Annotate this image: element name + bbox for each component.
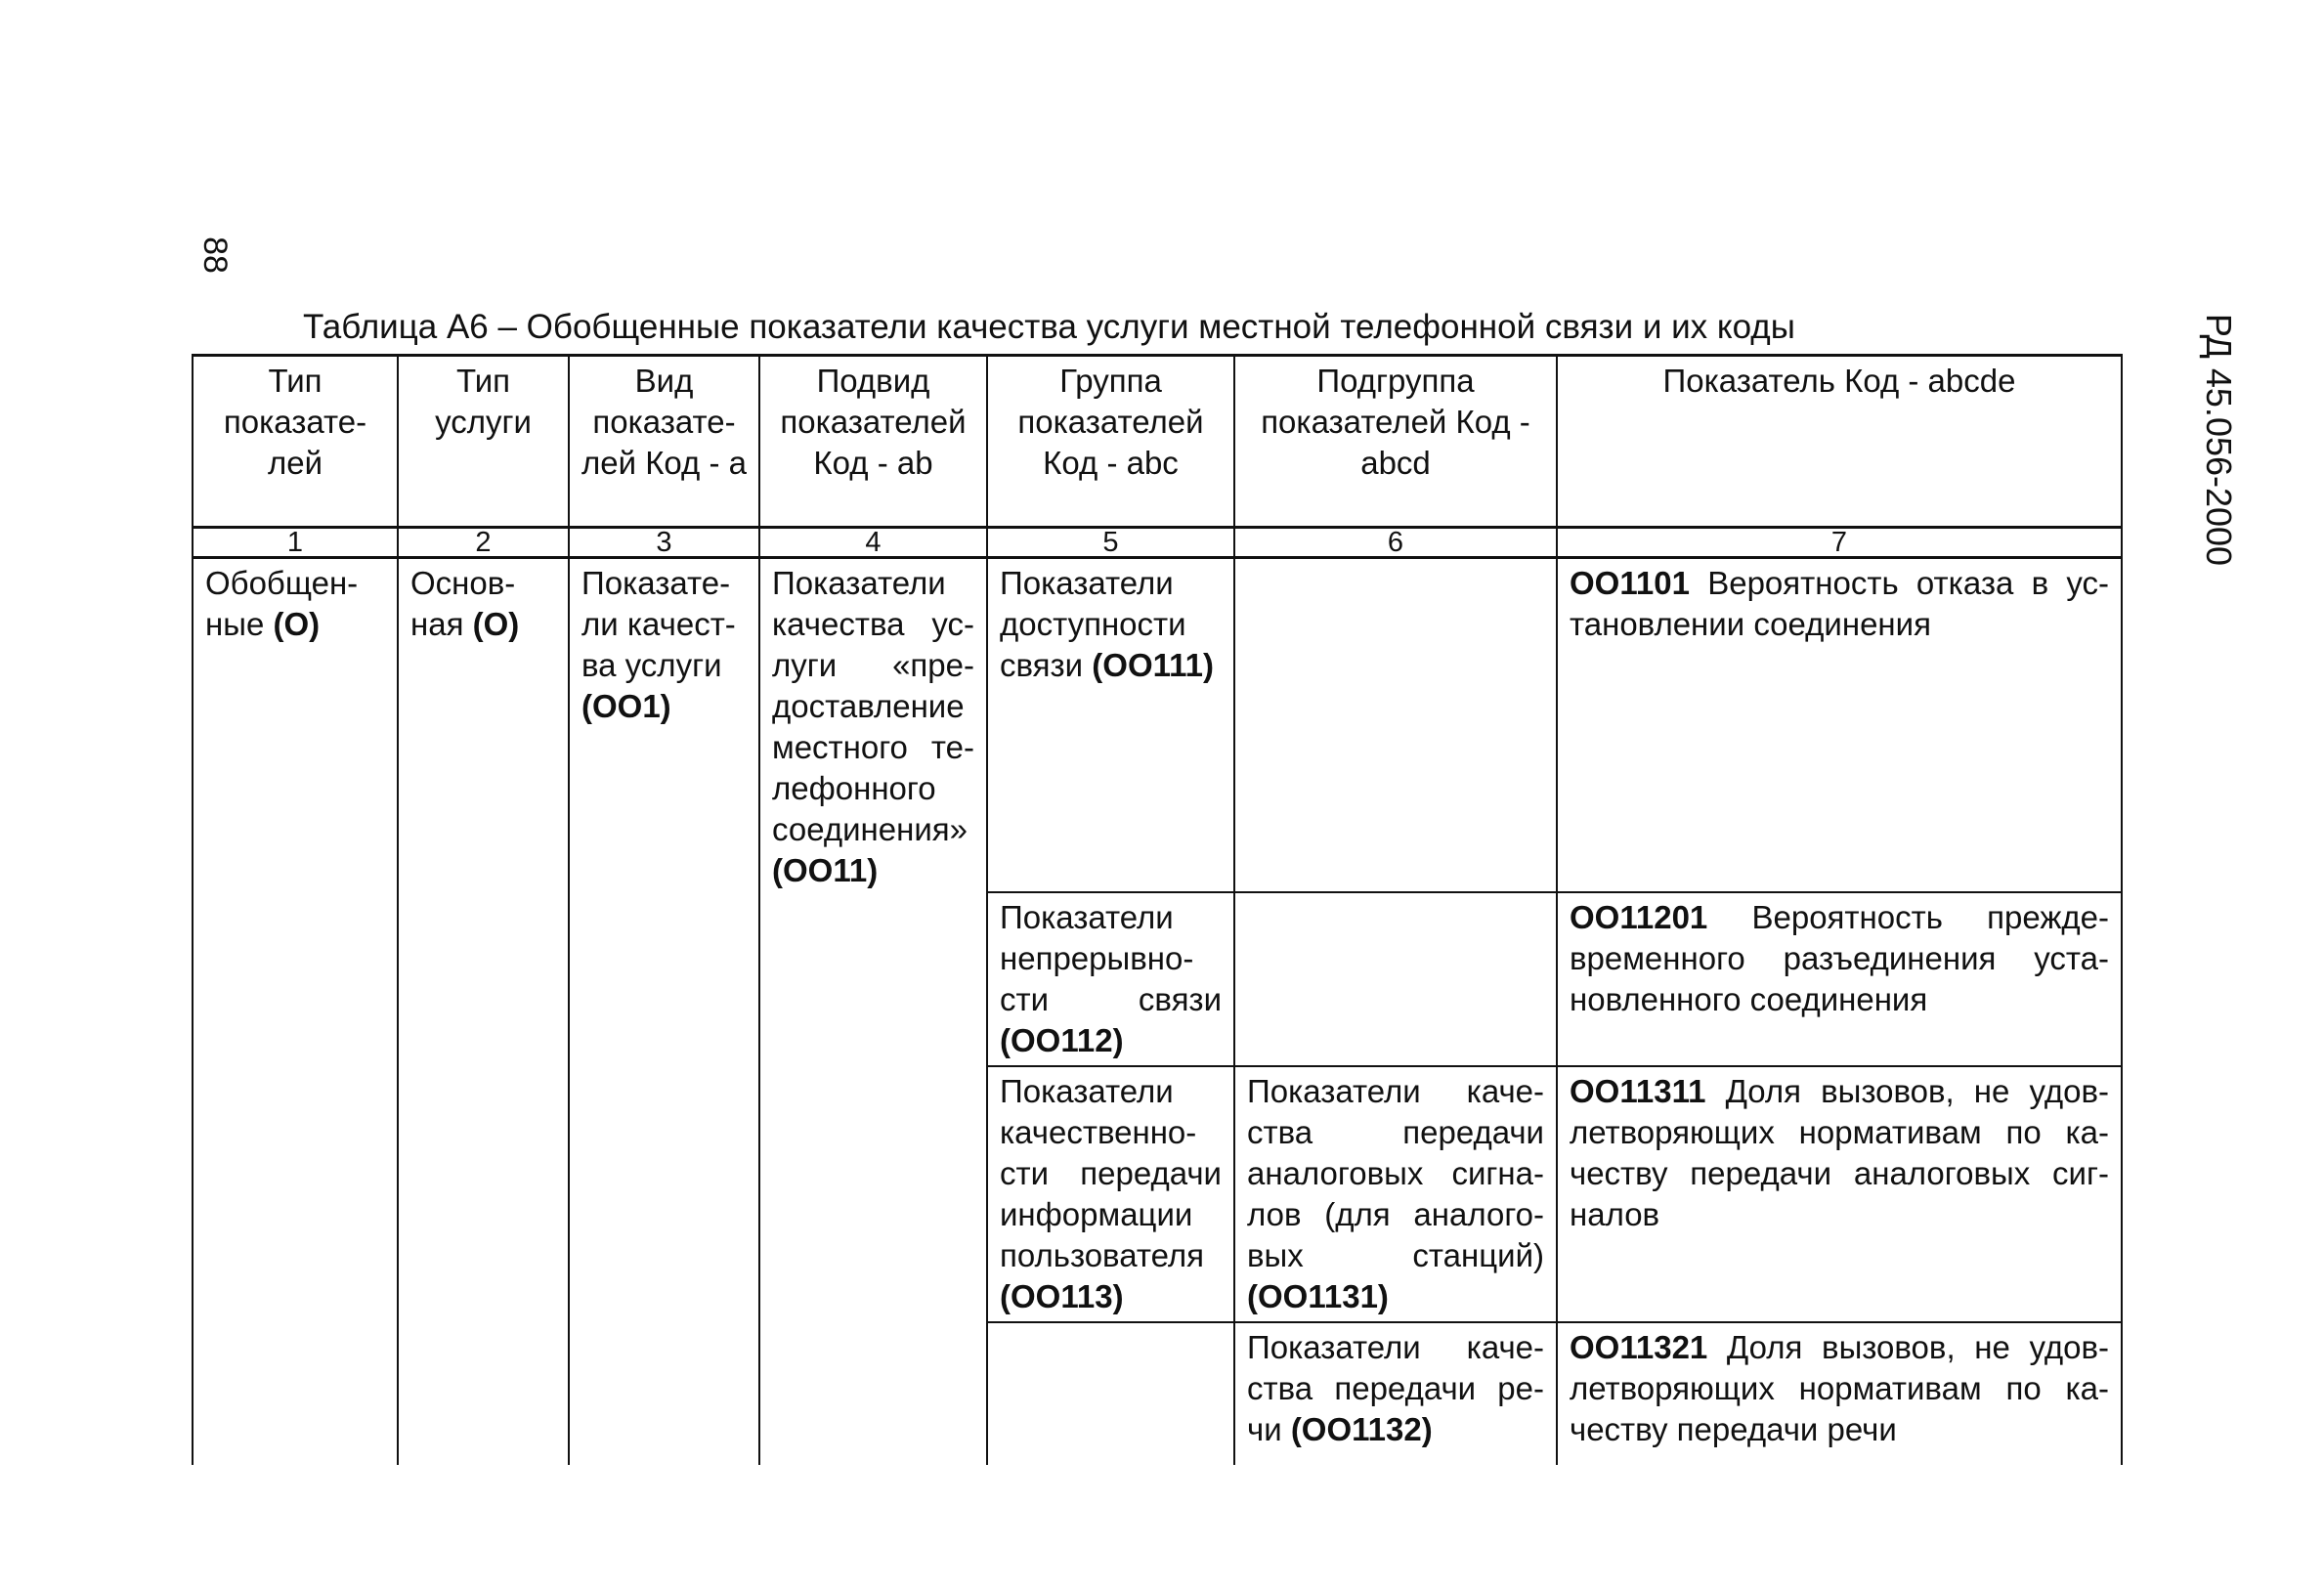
column-number: 6 bbox=[1234, 528, 1557, 558]
table-title: Таблица А6 – Обобщенные показатели качества услуги местной телефонной связи и их коды bbox=[303, 308, 1795, 346]
column-number: 4 bbox=[759, 528, 987, 558]
table-row bbox=[193, 558, 2122, 892]
column-number: 5 bbox=[987, 528, 1234, 558]
indicator-cell bbox=[1557, 892, 2122, 1066]
cell-code: ОО11321 bbox=[1570, 1328, 1708, 1365]
cell-code: ОО11201 bbox=[1570, 898, 1708, 935]
cell-text: Показатели качества ус-луги «пре-доставление местного те-лефонного соединения» bbox=[772, 565, 974, 847]
header-cell: Тип услуги bbox=[398, 356, 569, 528]
page-number: 88 bbox=[196, 236, 235, 274]
cell-text: Показатели непрерывно-сти связи bbox=[1000, 898, 1222, 1017]
subgroup-cell bbox=[1234, 1322, 1557, 1465]
document-code: РД 45.056-2000 bbox=[2199, 313, 2239, 567]
cell-text: Показатели каче-ства передачи ре-чи bbox=[1247, 1328, 1544, 1447]
header-cell: Подвид показателей Код - ab bbox=[759, 356, 987, 528]
service-type-cell bbox=[398, 558, 569, 1465]
cell-code: (ОО113) bbox=[1000, 1277, 1124, 1314]
cell-code: (О) bbox=[273, 606, 321, 642]
cell-text: Доля вызовов, не удов-летворяющих нормативам по ка-честву передачи аналоговых сиг-налов bbox=[1570, 1072, 2109, 1232]
indicator-type-cell bbox=[193, 558, 398, 1465]
cell-code: (ОО1131) bbox=[1247, 1277, 1389, 1314]
subgroup-cell bbox=[1234, 558, 1557, 892]
subgroup-cell bbox=[1234, 1066, 1557, 1322]
group-cell bbox=[987, 892, 1234, 1066]
cell-code: (ОО1) bbox=[581, 688, 671, 724]
column-number: 3 bbox=[569, 528, 759, 558]
cell-text: Основ-ная bbox=[410, 565, 516, 642]
header-cell: Группа показателей Код - abc bbox=[987, 356, 1234, 528]
cell-text: Показатели качественно-сти передачи информации пользователя bbox=[1000, 1072, 1222, 1273]
column-number: 2 bbox=[398, 528, 569, 558]
cell-text: Доля вызовов, не удов-летворяющих нормативам по ка-честву передачи речи bbox=[1570, 1328, 2109, 1447]
cell-code: (ОО112) bbox=[1000, 1021, 1124, 1058]
group-cell bbox=[987, 1322, 1234, 1465]
cell-text: Показатели каче-ства передачи аналоговых сигна-лов (для аналого-вых станций) bbox=[1247, 1072, 1544, 1273]
indicator-cell bbox=[1557, 1066, 2122, 1322]
cell-code: (ОО1132) bbox=[1290, 1410, 1433, 1447]
header-cell: Показатель Код - abcde bbox=[1557, 356, 2122, 528]
cell-code: (О) bbox=[472, 606, 520, 642]
cell-text: Вероятность отказа в ус-тановлении соединения bbox=[1570, 565, 2109, 642]
indicator-cell bbox=[1557, 1322, 2122, 1465]
column-number: 1 bbox=[193, 528, 398, 558]
group-cell bbox=[987, 558, 1234, 892]
cell-code: (ОО111) bbox=[1092, 647, 1215, 683]
indicator-kind-cell bbox=[569, 558, 759, 1465]
header-cell: Подгруппа показателей Код - abcd bbox=[1234, 356, 1557, 528]
indicator-subkind-cell bbox=[759, 558, 987, 1465]
table-header-row bbox=[193, 356, 2122, 528]
cell-text: Обобщен-ные bbox=[205, 565, 359, 642]
cell-code: ОО1101 bbox=[1570, 565, 1690, 601]
column-number: 7 bbox=[1557, 528, 2122, 558]
cell-code: (ОО11) bbox=[772, 852, 879, 888]
cell-code: ОО11311 bbox=[1570, 1072, 1706, 1109]
cell-text: Показате-ли качест-ва услуги bbox=[581, 565, 736, 683]
cell-text: Показатели доступности связи bbox=[1000, 565, 1186, 683]
cell-text: Вероятность прежде-временного разъединения уста-новленного соединения bbox=[1570, 898, 2109, 1017]
header-cell: Тип показате-лей bbox=[193, 356, 398, 528]
header-cell: Вид показате-лей Код - a bbox=[569, 356, 759, 528]
column-number-row bbox=[193, 528, 2122, 558]
group-cell bbox=[987, 1066, 1234, 1322]
indicator-cell bbox=[1557, 558, 2122, 892]
indicators-table bbox=[192, 354, 2123, 1465]
subgroup-cell bbox=[1234, 892, 1557, 1066]
